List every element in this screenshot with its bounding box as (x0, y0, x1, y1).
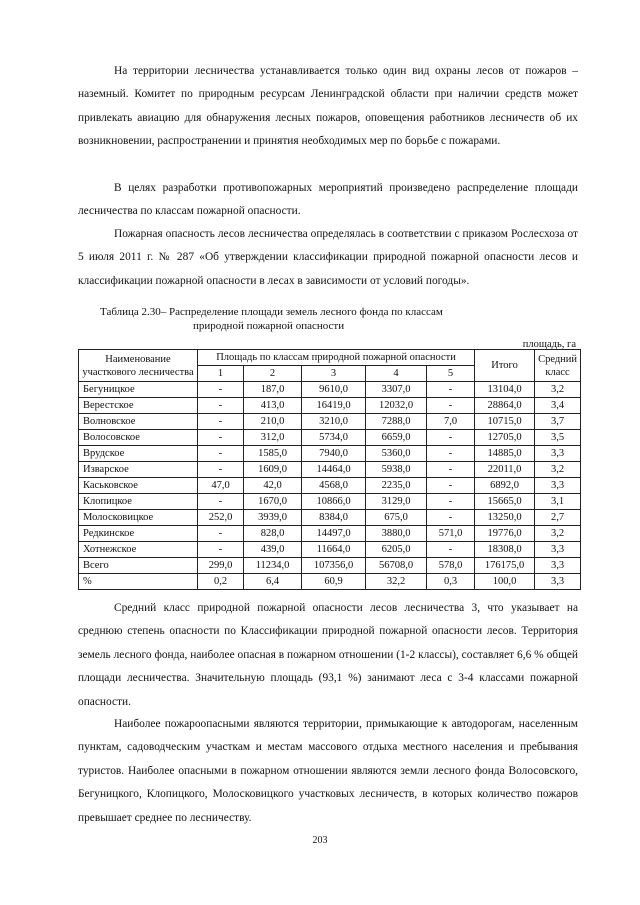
table-cell-value: 299,0 (198, 558, 244, 574)
table-row (79, 478, 581, 494)
table-cell-value: 675,0 (366, 510, 427, 526)
table-cell-value: 571,0 (427, 526, 475, 542)
table-cell-value: 3939,0 (244, 510, 302, 526)
table-cell-value: 5360,0 (366, 446, 427, 462)
table-row (79, 494, 581, 510)
table-cell-value: 7,0 (427, 414, 475, 430)
header-group: Площадь по классам природной пожарной опасности (198, 350, 475, 366)
table-cell-value: 32,2 (366, 574, 427, 590)
header-name: Наименование участкового лесничества (79, 350, 198, 382)
table-cell-value: 578,0 (427, 558, 475, 574)
table-cell-value: 10866,0 (302, 494, 366, 510)
table-cell-value: 6659,0 (366, 430, 427, 446)
header-total: Итого (475, 350, 535, 382)
table-cell-name: Каськовское (79, 478, 198, 494)
table-cell-value: - (198, 446, 244, 462)
table-cell-value: 1585,0 (244, 446, 302, 462)
table-cell-value: - (427, 478, 475, 494)
table-cell-value: 13250,0 (475, 510, 535, 526)
table-cell-value: 1670,0 (244, 494, 302, 510)
table-cell-value: 3,3 (535, 558, 581, 574)
table-cell-value: 6892,0 (475, 478, 535, 494)
table-row (79, 510, 581, 526)
table-cell-value: - (427, 398, 475, 414)
table-cell-value: 15665,0 (475, 494, 535, 510)
table-cell-value: 5938,0 (366, 462, 427, 478)
table-cell-value: 187,0 (244, 382, 302, 398)
header-avg: Средний класс (535, 350, 581, 382)
table-cell-name: Всего (79, 558, 198, 574)
table-cell-value: 5734,0 (302, 430, 366, 446)
table-cell-name: Редкинское (79, 526, 198, 542)
paragraph-fire-protection: На территории лесничества устанавливается только один вид охраны лесов от пожаров – наземный. Комитет по природным ресурсам Ленинградской области при наличии средств может привлекать авиацию для обнаружения лесных пожаров, оповещения работников лесничеств об их возникновении, распространении и принятия необходимых мер по борьбе с пожарами. (78, 65, 578, 148)
table-cell-value: 7288,0 (366, 414, 427, 430)
header-class-3: 3 (302, 366, 366, 382)
table-caption-line1: Таблица 2.30– Распределение площади земель лесного фонда по классам (100, 306, 443, 318)
table-cell-value: 10715,0 (475, 414, 535, 430)
table-cell-value: - (198, 542, 244, 558)
table-unit: площадь, га (522, 339, 576, 350)
table-row (79, 446, 581, 462)
table-cell-value: 13104,0 (475, 382, 535, 398)
table-body (79, 382, 581, 590)
table-cell-value: 11234,0 (244, 558, 302, 574)
table-cell-value: 9610,0 (302, 382, 366, 398)
table-cell-value: 3210,0 (302, 414, 366, 430)
table-cell-name: Изварское (79, 462, 198, 478)
table-cell-value: - (198, 430, 244, 446)
table-cell-value: 3,2 (535, 382, 581, 398)
table-cell-value: 18308,0 (475, 542, 535, 558)
table-cell-value: - (427, 430, 475, 446)
table-cell-name: Молосковицкое (79, 510, 198, 526)
table-cell-value: 3129,0 (366, 494, 427, 510)
table-cell-name: Хотнежское (79, 542, 198, 558)
table-cell-value: 3880,0 (366, 526, 427, 542)
table-cell-name: Врудское (79, 446, 198, 462)
table-cell-value: 6205,0 (366, 542, 427, 558)
table-cell-value: 12032,0 (366, 398, 427, 414)
page-number: 203 (312, 835, 328, 846)
table-cell-value: - (427, 446, 475, 462)
table-cell-value: - (427, 510, 475, 526)
table-cell-value: 312,0 (244, 430, 302, 446)
table-caption-line2: природной пожарной опасности (193, 319, 345, 332)
table-row (79, 558, 581, 574)
paragraph-fire-danger-order: Пожарная опасность лесов лесничества определялась в соответствии с приказом Рослесхоза от 5 июля 2011 г. № 287 «Об утверждении классификации природной пожарной опасности лесов и классификации пожарной опасности в лесах в зависимости от условий погоды». (78, 228, 578, 287)
table-cell-value: 47,0 (198, 478, 244, 494)
table-row (79, 542, 581, 558)
table-row (79, 414, 581, 430)
paragraph-average-class: Средний класс природной пожарной опасности лесов лесничества 3, что указывает на среднюю степень опасности по Классификации природной пожарной опасности лесов. Территория земель лесного фонда, наиболее опасная в пожарном отношении (1-2 классы), составляет 6,6 % общей площади лесничества. Значительную площадь (93,1 %) занимают леса с 3-4 классами пожарной опасности. (78, 602, 578, 708)
table-cell-value: 6,4 (244, 574, 302, 590)
table-cell-value: 100,0 (475, 574, 535, 590)
table-row (79, 430, 581, 446)
table-cell-value: 252,0 (198, 510, 244, 526)
table-cell-value: 2,7 (535, 510, 581, 526)
table-cell-value: 3,7 (535, 414, 581, 430)
table-cell-value: 107356,0 (302, 558, 366, 574)
table-cell-value: 3,2 (535, 526, 581, 542)
table-cell-value: 3,3 (535, 446, 581, 462)
table-cell-value: 7940,0 (302, 446, 366, 462)
table-row (79, 382, 581, 398)
header-class-5: 5 (427, 366, 475, 382)
table-cell-value: - (198, 494, 244, 510)
table-cell-value: 3,3 (535, 542, 581, 558)
table-cell-value: 56708,0 (366, 558, 427, 574)
table-cell-value: - (198, 414, 244, 430)
table-cell-value: 19776,0 (475, 526, 535, 542)
table-row (79, 462, 581, 478)
table-cell-value: 14497,0 (302, 526, 366, 542)
table-cell-value: 0,2 (198, 574, 244, 590)
table-cell-value: - (427, 382, 475, 398)
table-caption (100, 306, 560, 333)
table-cell-name: Верестское (79, 398, 198, 414)
header-class-2: 2 (244, 366, 302, 382)
table-cell-value: 439,0 (244, 542, 302, 558)
table-cell-name: % (79, 574, 198, 590)
table-cell-value: 3,3 (535, 574, 581, 590)
table-cell-value: 11664,0 (302, 542, 366, 558)
table-cell-value: 12705,0 (475, 430, 535, 446)
table-row (79, 574, 581, 590)
header-class-4: 4 (366, 366, 427, 382)
fire-class-table (78, 349, 581, 590)
table-cell-value: - (427, 494, 475, 510)
table-row (79, 526, 581, 542)
table-cell-name: Волосовское (79, 430, 198, 446)
table-cell-value: - (427, 462, 475, 478)
table-cell-value: 210,0 (244, 414, 302, 430)
paragraph-dangerous-areas: Наиболее пожароопасными являются территории, примыкающие к автодорогам, населенным пунктам, садоводческим участкам и местам массового отдыха местного населения и пребывания туристов. Наиболее опасными в пожарном отношении являются земли лесного фонда Волосовского, Бегуницкого, Клопицкого, Молосковицкого участковых лесничеств, в которых количество пожаров превышает среднее по лесничеству. (78, 718, 578, 824)
table-cell-value: 8384,0 (302, 510, 366, 526)
table-cell-name: Волновское (79, 414, 198, 430)
table-cell-value: 3,4 (535, 398, 581, 414)
paragraph-fire-measures: В целях разработки противопожарных мероприятий произведено распределение площади лесничества по классам пожарной опасности. (78, 182, 578, 218)
table-row (79, 398, 581, 414)
table-cell-value: 14885,0 (475, 446, 535, 462)
table-cell-value: 60,9 (302, 574, 366, 590)
table-cell-value: 413,0 (244, 398, 302, 414)
table-cell-value: 1609,0 (244, 462, 302, 478)
table-cell-value: 176175,0 (475, 558, 535, 574)
table-cell-value: - (427, 542, 475, 558)
table-cell-value: - (198, 398, 244, 414)
table-cell-value: 14464,0 (302, 462, 366, 478)
table-cell-value: 16419,0 (302, 398, 366, 414)
table-cell-value: 3,1 (535, 494, 581, 510)
table-cell-value: 2235,0 (366, 478, 427, 494)
table-cell-name: Бегуницкое (79, 382, 198, 398)
table-cell-name: Клопицкое (79, 494, 198, 510)
header-class-1: 1 (198, 366, 244, 382)
table-cell-value: 22011,0 (475, 462, 535, 478)
table-cell-value: 3,3 (535, 478, 581, 494)
table-cell-value: - (198, 526, 244, 542)
table-cell-value: 3,5 (535, 430, 581, 446)
table-cell-value: 0,3 (427, 574, 475, 590)
table-cell-value: - (198, 462, 244, 478)
table-cell-value: 4568,0 (302, 478, 366, 494)
table-cell-value: - (198, 382, 244, 398)
table-cell-value: 828,0 (244, 526, 302, 542)
table-cell-value: 3,2 (535, 462, 581, 478)
table-cell-value: 28864,0 (475, 398, 535, 414)
table-cell-value: 3307,0 (366, 382, 427, 398)
table-cell-value: 42,0 (244, 478, 302, 494)
